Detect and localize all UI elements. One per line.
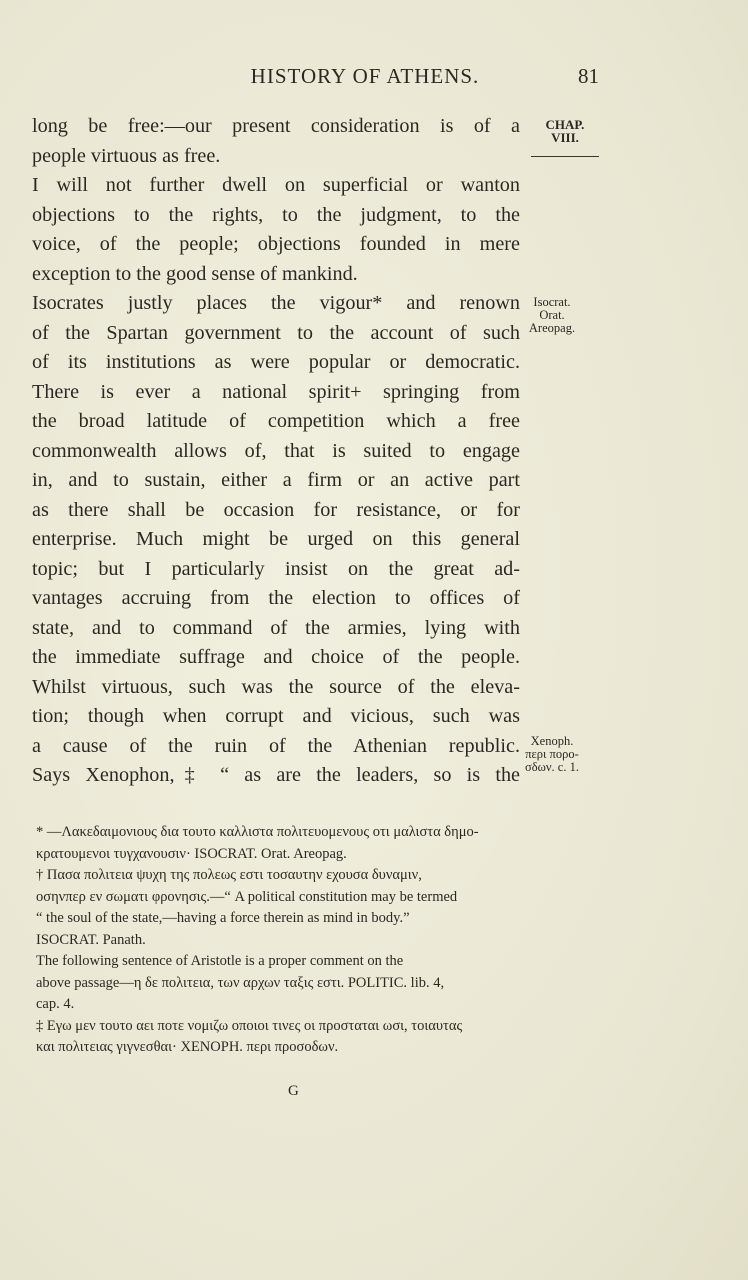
body-line: exception to the good sense of mankind.: [32, 262, 358, 285]
body-line: voice, of the people; objections founded in mere: [32, 233, 520, 255]
body-line: objections to the rights, to the judgment, to the: [32, 203, 520, 226]
margin-note-xenoph: Xenoph. περι πορο-σδων. c. 1.: [525, 734, 579, 774]
body-line: Isocrates justly places the vigour* and renown: [32, 292, 520, 314]
footnote-line: † Πασα πολιτεια ψυχη της πολεως εστι τοσαυτην εχουσα δυναμιν,: [36, 867, 422, 883]
footnote-line: και πολιτειας γιγνεσθαι· XENOPH. περι προσοδων.: [36, 1039, 339, 1055]
page-number: 81: [578, 64, 599, 88]
body-line: as there shall be occasion for resistance, or for: [32, 498, 520, 521]
body-line: enterprise. Much might be urged on this general: [32, 528, 520, 550]
footnote-line: above passage—η δε πολιτεια, των αρχων ταξις εστι. POLITIC. lib. 4,: [36, 974, 445, 991]
body-line: I will not further dwell on superficial or wanton: [32, 174, 520, 196]
body-line: long be free:—our present consideration is of a: [32, 115, 520, 137]
body-line: Says Xenophon,‡ “ as are the leaders, so is the: [32, 764, 520, 786]
margin-note-isocrat: Isocrat. Orat. Areopag.: [528, 295, 576, 335]
body-line: a cause of the ruin of the Athenian republic.: [32, 734, 520, 757]
body-line: of the Spartan government to the account of such: [32, 321, 520, 344]
body-line: tion; though when corrupt and vicious, such was: [32, 705, 520, 727]
body-line: people virtuous as free.: [32, 144, 221, 167]
body-line: in, and to sustain, either a firm or an active part: [32, 469, 520, 491]
body-line: state, and to command of the armies, lying with: [32, 616, 520, 639]
body-line: vantages accruing from the election to offices of: [32, 587, 520, 609]
body-line: of its institutions as were popular or democratic.: [32, 351, 520, 373]
footnote-line: οσηνπερ εν σωματι φρονησις.—“ A political constitution may be termed: [36, 888, 458, 905]
footnote-line: The following sentence of Aristotle is a proper comment on the: [36, 953, 404, 969]
running-header: HISTORY OF ATHENS.: [250, 64, 480, 88]
body-line: Whilst virtuous, such was the source of the eleva-: [32, 675, 520, 698]
footnote-line: ISOCRAT. Panath.: [36, 931, 146, 948]
footnote-line: “ the soul of the state,—having a force therein as mind in body.”: [36, 910, 410, 926]
footnotes: [36, 822, 522, 1059]
margin-note-chapter: CHAP. VIII.: [545, 117, 585, 145]
body-line: the immediate suffrage and choice of the people.: [32, 646, 520, 668]
signature-mark: G: [288, 1083, 299, 1099]
body-line: There is ever a national spirit+ springing from: [32, 380, 520, 403]
footnote-line: ‡ Εγω μεν τουτο αει ποτε νομιζω οποιοι τινες οι προσταται ωσι, τοιαυτας: [36, 1017, 463, 1034]
body-text: [32, 112, 520, 791]
chapter-rule: [531, 156, 599, 157]
footnote-line: * —Λακεδαιμονιους δια τουτο καλλιστα πολιτευομενους οτι μαλιστα δημο-: [36, 824, 479, 840]
footnote-line: cap. 4.: [36, 996, 75, 1012]
body-line: the broad latitude of competition which a free: [32, 410, 520, 432]
body-line: commonwealth allows of, that is suited to engage: [32, 439, 520, 462]
footnote-line: κρατουμενοι τυγχανουσιν· ISOCRAT. Orat. Areopag.: [36, 845, 347, 862]
body-line: topic; but I particularly insist on the great ad-: [32, 557, 520, 580]
